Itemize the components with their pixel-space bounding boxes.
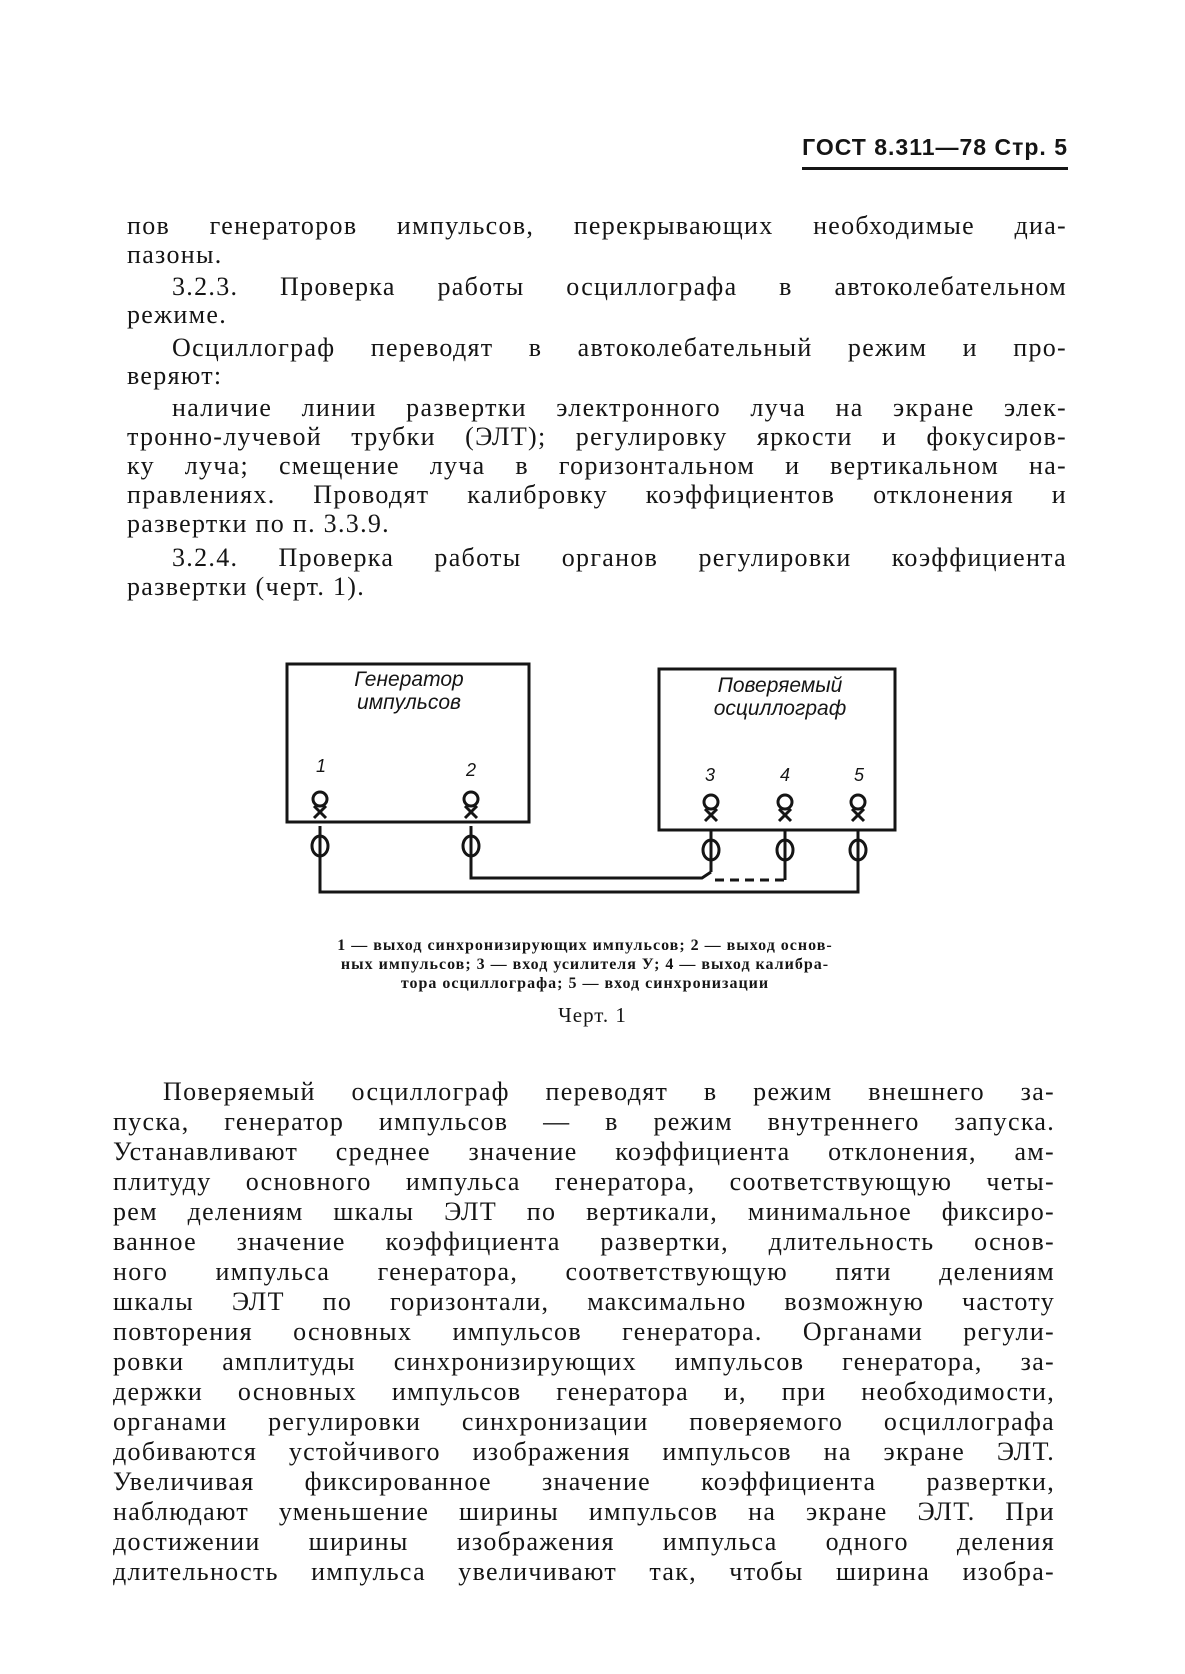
text-line: длительность импульса увеличивают так, чтобы ширина изобра-	[113, 1557, 1055, 1586]
text-line: наблюдают уменьшение ширины импульсов на экране ЭЛТ. При	[113, 1497, 1055, 1526]
generator-label-line2: импульсов	[357, 691, 461, 714]
figure-title: Черт. 1	[558, 1003, 627, 1027]
oscilloscope-label-line1: Поверяемый	[717, 674, 843, 697]
text-line: развертки (черт. 1).	[127, 572, 366, 601]
text-line: органами регулировки синхронизации поверяемого осциллографа	[113, 1407, 1055, 1436]
text-line: веряют:	[127, 361, 223, 390]
oscilloscope-label	[706, 674, 854, 720]
connector-plug-4	[777, 830, 793, 872]
text-line: Устанавливают среднее значение коэффициента отклонения, ам-	[113, 1137, 1055, 1166]
figure-caption	[270, 936, 900, 993]
text-line: развертки по п. 3.3.9.	[127, 509, 390, 538]
text-line: добиваются устойчивого изображения импульсов на экране ЭЛТ.	[113, 1437, 1055, 1466]
terminal-number-5: 5	[854, 765, 865, 785]
connector-plug-1	[312, 826, 328, 868]
page-number: Стр. 5	[994, 134, 1068, 160]
connector-plug-2	[463, 826, 479, 868]
text-line: плитуду основного импульса генератора, соответствующую четы-	[113, 1167, 1055, 1196]
text-line: ку луча; смещение луча в горизонтальном и вертикальном на-	[127, 451, 1067, 480]
wire-2-to-3	[471, 868, 711, 878]
terminal-number-4: 4	[780, 765, 791, 785]
connector-plug-3	[703, 830, 719, 872]
text-line: ванное значение коэффициента развертки, длительность основ-	[113, 1227, 1055, 1256]
text-line: тронно-лучевой трубки (ЭЛТ); регулировку яркости и фокусиров-	[127, 422, 1067, 451]
text-line: ровки амплитуды синхронизирующих импульсов генератора, за-	[113, 1347, 1055, 1376]
text-line: режиме.	[127, 300, 228, 329]
terminal-number-3: 3	[705, 765, 716, 785]
text-line: шкалы ЭЛТ по горизонтали, максимально возможную частоту	[113, 1287, 1055, 1316]
text-line: держки основных импульсов генератора и, при необходимости,	[113, 1377, 1055, 1406]
text-line: Увеличивая фиксированное значение коэффициента развертки,	[113, 1467, 1055, 1496]
generator-label-line1: Генератор	[354, 668, 464, 691]
terminal-socket-1	[313, 792, 327, 818]
oscilloscope-label-line2: осциллограф	[713, 697, 847, 720]
terminal-socket-5	[851, 795, 865, 821]
text-line: пазоны.	[127, 240, 223, 269]
terminal-number-1: 1	[316, 756, 327, 776]
caption-line: 1 — выход синхронизирующих импульсов; 2 — выход основ-	[337, 937, 833, 954]
terminal-socket-4	[778, 795, 792, 821]
text-line: наличие линии развертки электронного луча на экране элек-	[172, 393, 1067, 422]
caption-line: ных импульсов; 3 — вход усилителя У; 4 — выход калибра-	[340, 956, 830, 973]
text-line: повторения основных импульсов генератора. Органами регули-	[113, 1317, 1055, 1346]
text-line: 3.2.3. Проверка работы осциллографа в автоколебательном	[172, 272, 1067, 301]
gost-number: ГОСТ 8.311—78	[802, 134, 988, 160]
terminal-number-2: 2	[466, 760, 477, 780]
text-line: Осциллограф переводят в автоколебательный режим и про-	[172, 333, 1067, 362]
text-line: Поверяемый осциллограф переводят в режим внешнего за-	[163, 1077, 1055, 1106]
text-line: 3.2.4. Проверка работы органов регулировки коэффициента	[172, 543, 1067, 572]
text-line: пуска, генератор импульсов — в режим внутреннего запуска.	[113, 1107, 1055, 1136]
connector-plug-5	[850, 830, 866, 872]
generator-label	[345, 668, 473, 714]
text-line: рем делениям шкалы ЭЛТ по вертикали, минимальное фиксиро-	[113, 1197, 1055, 1226]
caption-line: тора осциллографа; 5 — вход синхронизации	[400, 975, 770, 992]
text-line: достижении ширины изображения импульса одного деления	[113, 1527, 1055, 1556]
terminal-socket-2	[464, 792, 478, 818]
text-line: ного импульса генератора, соответствующую пяти делениям	[113, 1257, 1055, 1286]
text-line: правлениях. Проводят калибровку коэффициентов отклонения и	[127, 480, 1067, 509]
text-line: пов генераторов импульсов, перекрывающих необходимые диа-	[127, 211, 1067, 240]
terminal-socket-3	[704, 795, 718, 821]
